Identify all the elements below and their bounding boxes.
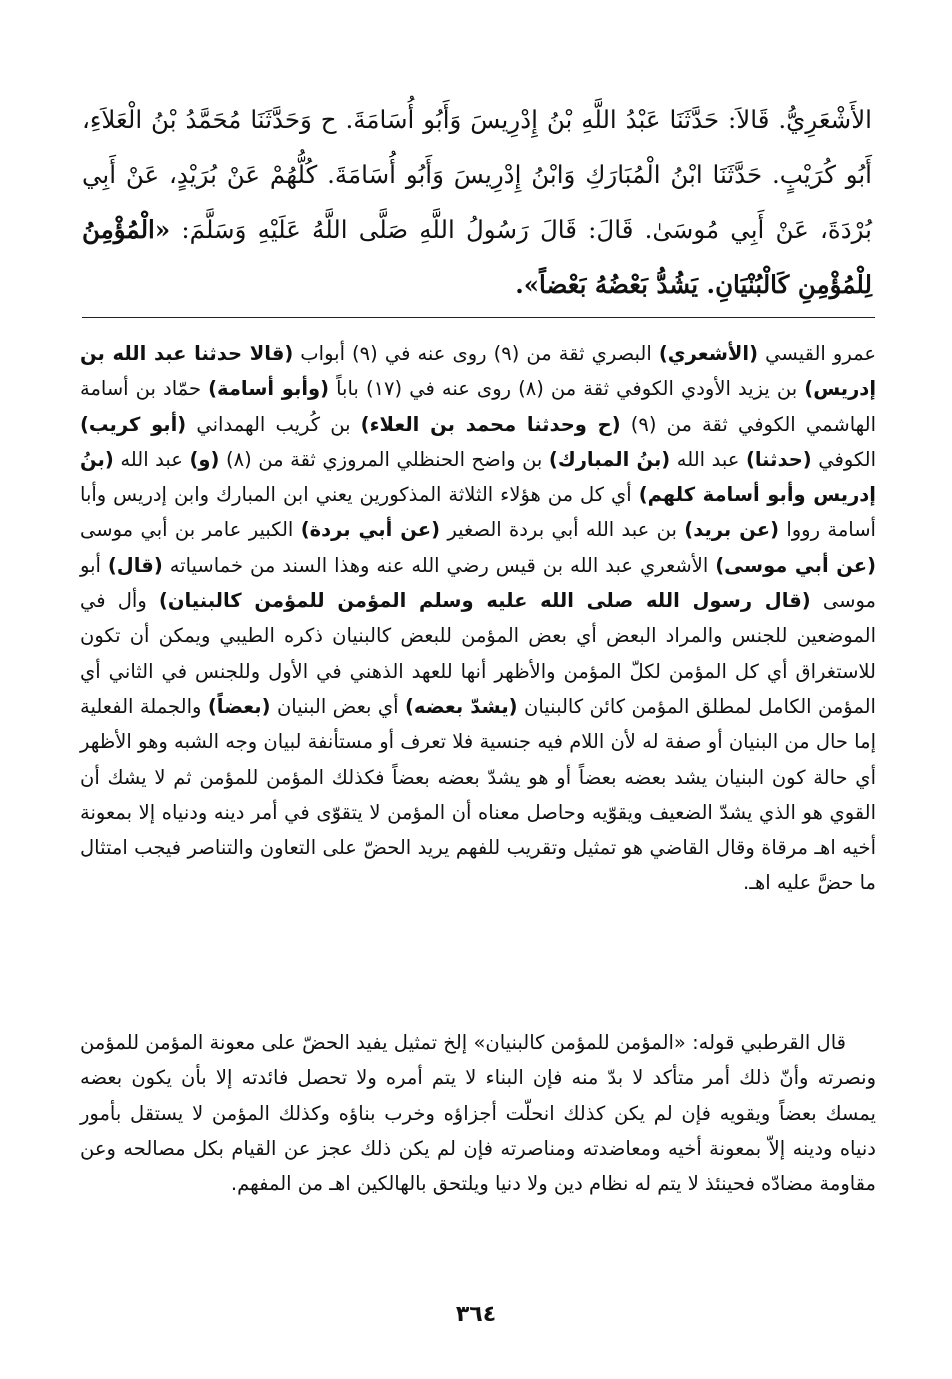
commentary-text: البصري ثقة من (٩) روى عنه في (٩) أبواب xyxy=(293,342,659,365)
commentary-text: بن يزيد الأودي الكوفي ثقة من (٨) روى عنه في (١٧) باباً xyxy=(329,377,805,401)
commentary-text: عبد الله xyxy=(670,447,746,471)
commentary-term: (عن أبي بردة) xyxy=(300,518,440,542)
commentary-term: (قال) xyxy=(107,553,163,577)
hadith-matn: «الْمُؤْمِنُ لِلْمُؤْمِنِ كَالْبُنْيَانِ. يَشُدُّ بَعْضُهُ بَعْضاً». xyxy=(82,215,872,299)
commentary-text: بن كُريب الهمداني xyxy=(186,412,361,436)
commentary-text: الأشعري عبد الله بن قيس رضي الله عنه وهذا السند من خماسياته xyxy=(162,553,716,577)
commentary-paragraph xyxy=(80,336,876,901)
page-number: ٣٦٤ xyxy=(455,1302,497,1327)
commentary-term: (عن أبي موسى) xyxy=(715,553,876,577)
commentary-term: (أبو كريب) xyxy=(80,412,187,436)
commentary-term: (بعضاً) xyxy=(207,694,271,718)
commentary-text: وأل في الموضعين للجنس والمراد البعض أي بعض المؤمن للبعض كالبنيان ذكره الطيبي ويمكن أن تكون للاستغراق أي كل المؤمن لكلّ المؤمن والأظهر أنها للعهد الذهني في الأول وللجنس في الثاني أي المؤمن الكامل لمطلق المؤمن كائن كالبنيان xyxy=(80,589,876,718)
commentary-term: (حدثنا) xyxy=(745,447,812,471)
commentary-text: أي كل من هؤلاء الثلاثة المذكورين يعني ابن المبارك وابن إدريس وأبا أسامة رووا xyxy=(80,483,876,542)
commentary-text: الكبير عامر بن أبي موسى xyxy=(80,518,301,542)
qurtubi-paragraph: قال القرطبي قوله: «المؤمن للمؤمن كالبنيان» إلخ تمثيل يفيد الحضّ على معونة المؤمن للمؤمن ونصرته وأنّ ذلك أمر متأكد لا بدّ منه فإن البناء لا يتم أمره ولا تحصل فائدته إلا بأن يكون بعضه يمسك بعضاً ويقويه فإن لم يكن كذلك انحلّت أجزاؤه وخرب بناؤه وكذلك المؤمن لا يستقل بأمور دنياه ودينه إلاّ بمعونة أخيه ومعاضدته ومناصرته فإن لم يكن ذلك عجز عن القيام بكل مصالحه وعن مقاومة مضادّه فحينئذ لا يتم له نظام دين ولا دنيا ويلتحق بالهالكين اهـ من المفهم. xyxy=(80,1031,876,1196)
commentary-term: (الأشعري) xyxy=(658,342,759,365)
commentary-term: (وأبو أسامة) xyxy=(208,377,330,401)
commentary-text: أبو موسى xyxy=(80,553,877,613)
commentary-term: (بنُ المبارك) xyxy=(548,447,671,471)
commentary-text: والجملة الفعلية إما حال من البنيان أو صفة له لأن اللام فيه جنسية فلا تعرف أو مستأنفة لبيان وجه الشبه وهو الأظهر أي حالة كون البنيان يشد بعضه بعضاً أو هو يشدّ بعضه بعضاً فكذلك المؤمن للمؤمن ثم لا يشك أن القوي هو الذي يشدّ الضعيف ويقوّيه وحاصل معناه أن المؤمن لا يتقوّى في أمر دينه ودنياه إلا بمعونة أخيه اهـ مرقاة وقال القاضي هو تمثيل وتقريب للفهم يريد الحضّ على التعاون والتناصر فيجب امتثال ما حضَّ عليه اهـ. xyxy=(80,694,876,895)
commentary-text: حمّاد بن أسامة الهاشمي الكوفي ثقة من (٩) xyxy=(80,377,877,436)
hadith-text-block xyxy=(82,92,872,312)
commentary-term: (قال رسول الله صلى الله عليه وسلم المؤمن للمؤمن كالبنيان) xyxy=(158,589,811,613)
commentary-term: (بنُ إدريس وأبو أسامة كلهم) xyxy=(80,447,876,507)
commentary-term: (عن بريد) xyxy=(684,518,779,542)
commentary-text: عمرو القيسي xyxy=(758,342,876,365)
commentary-text: عبد الله xyxy=(113,447,190,471)
commentary-term: (قالا حدثنا عبد الله بن إدريس) xyxy=(80,342,876,401)
hadith-isnad: الأَشْعَرِيُّ. قَالاَ: حَدَّثَنَا عَبْدُ اللَّهِ بْنُ إِدْرِيسَ وَأَبُو أُسَامَةَ. ح وَحَدَّثَنَا مُحَمَّدُ بْنُ الْعَلاَءِ، أَبُو كُرَيْبٍ. حَدَّثَنَا ابْنُ الْمُبَارَكِ وَابْنُ إِدْرِيسَ وَأَبُو أُسَامَةَ. كُلُّهُمْ عَنْ بُرَيْدٍ، عَنْ أَبِي بُرْدَةَ، عَنْ أَبِي مُوسَىٰ. قَالَ: قَالَ رَسُولُ اللَّهِ صَلَّى اللَّهُ عَلَيْهِ وَسَلَّمَ: xyxy=(82,105,872,244)
commentary-text: الكوفي xyxy=(811,447,877,471)
commentary-text: أي بعض البنيان xyxy=(270,694,405,718)
commentary-term: (يشدّ بعضه) xyxy=(404,694,518,718)
commentary-text: بن عبد الله أبي بردة الصغير xyxy=(440,518,685,542)
commentary-text: بن واضح الحنظلي المروزي ثقة من (٨) xyxy=(219,447,549,471)
footnote-divider xyxy=(82,317,875,318)
commentary-term: (و) xyxy=(189,447,220,471)
commentary-term: (ح وحدثنا محمد بن العلاء) xyxy=(360,412,621,436)
